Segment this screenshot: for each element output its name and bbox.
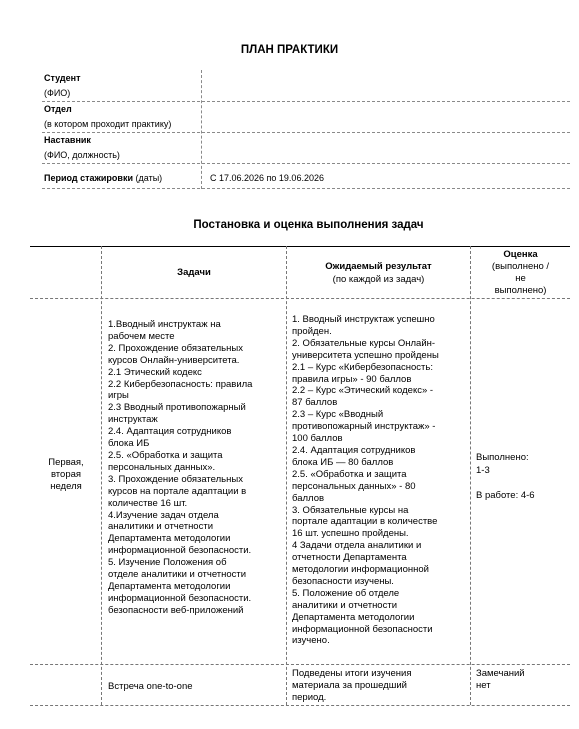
header-expected-result-subtitle: (по каждой из задач): [332, 274, 425, 285]
mentor-label: Наставник: [44, 135, 91, 145]
divider-line: [42, 101, 570, 102]
table-column-divider: [286, 246, 287, 705]
row-grade-in-progress: В работе: 4-6: [476, 490, 535, 501]
student-field[interactable]: [202, 72, 570, 100]
period-value[interactable]: С 17.06.2026 по 19.06.2026: [210, 173, 324, 183]
mentor-hint: (ФИО, должность): [44, 150, 120, 160]
header-grade: [471, 249, 570, 297]
row-grade-done: Выполнено:: [476, 452, 529, 463]
department-label: Отдел: [44, 104, 72, 114]
mentor-field[interactable]: [202, 134, 570, 162]
header-grade-title: Оценка: [503, 249, 538, 260]
header-grade-sub: (выполнено / не выполнено): [491, 260, 550, 296]
student-hint: (ФИО): [44, 88, 71, 98]
divider-line: [42, 163, 570, 164]
department-field[interactable]: [202, 103, 570, 131]
divider-line: [42, 188, 570, 189]
header-tasks: Задачи: [177, 267, 211, 278]
department-hint: (в котором проходит практику): [44, 119, 172, 129]
table-bottom-border: [30, 705, 570, 706]
row-grade: Замечаний нет: [476, 668, 525, 691]
student-label: Студент: [44, 73, 81, 83]
table-header-divider: [30, 298, 570, 299]
row-tasks: Встреча one-to-one: [108, 681, 193, 692]
table-row-divider: [30, 664, 570, 665]
document-title: ПЛАН ПРАКТИКИ: [240, 44, 339, 56]
tasks-section-title: Постановка и оценка выполнения задач: [193, 219, 424, 231]
row-grade-done-range: 1-3: [476, 465, 490, 476]
period-label: Период стажировки (даты): [44, 173, 163, 183]
table-column-divider: [470, 246, 471, 705]
row-tasks: 1.Вводный инструктаж на рабочем месте 2. Прохождение обязательных курсов Онлайн-университета. 2.1 Этический кодекс 2.2 Кибербезопасность: правила игры 2.3 Вводный противопожарный инструктаж 2.4. Адаптация сотрудников блока ИБ 2.5. «Обработка и защита персональных данных». 3. Прохождение обязательных курсов на портале адаптации в количестве 16 шт. 4.Изучение задач отдела аналитики и отчетности Департамента методологии информационной безопасности. 5. Изучение Положения об отделе аналитики и отчетности Департамента методологии информационной безопасности. безопасности веб-приложений: [108, 319, 253, 616]
table-column-divider: [101, 246, 102, 705]
row-expected-result: Подведены итоги изучения материала за прошедший период.: [292, 668, 412, 703]
row-period: Первая, вторая неделя: [48, 457, 84, 492]
column-divider: [201, 70, 202, 189]
row-expected-result: 1. Вводный инструктаж успешно пройден. 2. Обязательные курсы Онлайн- университета успешно пройдены 2.1 – Курс «Кибербезопасность: правила игры» - 90 баллов 2.2 – Курс «Этический кодекс» - 87 баллов 2.3 – Курс «Вводный противопожарный инструктаж» - 100 баллов 2.4. Адаптация сотрудников блока ИБ — 80 баллов 2.5. «Обработка и защита персональных данных» - 80 баллов 3. Обязательные курсы на портале адаптации в количестве 16 шт. успешно пройдены. 4 Задачи отдела аналитики и отчетности Департамента методологии информационной безопасности изучены. 5. Положение об отделе аналитики и отчетности Департамента методологии информационной безопасности изучено.: [292, 314, 439, 647]
divider-line: [42, 132, 570, 133]
table-top-border: [30, 246, 570, 247]
header-expected-result: Ожидаемый результат: [325, 261, 432, 272]
